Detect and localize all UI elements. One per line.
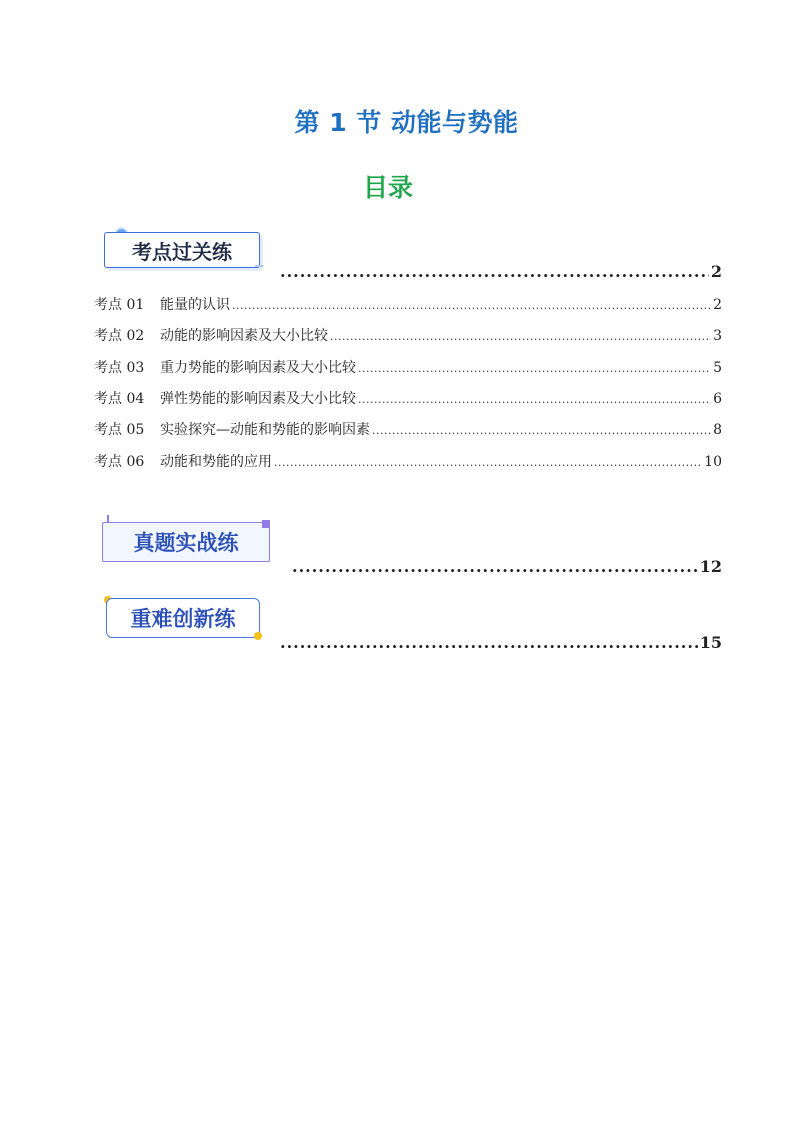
toc-item[interactable] [94,325,722,345]
toc-item[interactable] [94,294,722,314]
dot-leader [358,362,711,375]
toc-item-code: 考点 06 [94,454,145,470]
section-page-number: 15 [699,633,722,652]
document-title: 第 1 节 动能与势能 [294,108,519,137]
toc-item-page: 8 [713,422,722,438]
toc-item-label: 实验探究—动能和势能的影响因素 [160,422,370,438]
toc-item-code: 考点 05 [94,422,145,438]
dot-leader [274,456,702,469]
section-badge-zhongnan[interactable]: 重难创新练 [106,598,260,638]
section-page-number: 12 [699,557,722,576]
toc-item-code: 考点 04 [94,391,145,407]
section-leader-kaodian[interactable] [278,262,722,281]
toc-item-label: 动能的影响因素及大小比较 [160,328,328,344]
dot-leader [372,424,711,437]
section-badge-zhenti[interactable]: 真题实战练 [102,522,270,562]
toc-item-label: 弹性势能的影响因素及大小比较 [160,391,356,407]
toc-item-page: 10 [704,454,722,470]
toc-item-label: 能量的认识 [160,297,230,313]
dot-leader [330,330,711,343]
toc-item-code: 考点 03 [94,360,145,376]
toc-item[interactable] [94,419,722,439]
section-leader-zhongnan[interactable] [278,633,722,652]
badge-dot-icon [254,632,262,640]
dot-leader [292,557,698,576]
toc-item-page: 6 [713,391,722,407]
toc-heading: 目录 [362,173,413,202]
toc-item-code: 考点 02 [94,328,145,344]
dot-leader [358,393,711,406]
section-leader-zhenti[interactable] [290,557,722,576]
toc-item-code: 考点 01 [94,297,145,313]
toc-item[interactable] [94,388,722,408]
section-page-number: 2 [710,262,722,281]
toc-item[interactable] [94,357,722,377]
badge-corner-decoration [262,520,270,528]
dot-leader [280,262,709,281]
dot-leader [232,299,711,312]
toc-item-label: 重力势能的影响因素及大小比较 [160,360,356,376]
badge-tail-decoration [255,265,263,267]
toc-item-page: 3 [713,328,722,344]
toc-item-page: 5 [713,360,722,376]
toc-item-page: 2 [713,297,722,313]
toc-item[interactable] [94,451,722,471]
dot-leader [280,633,698,652]
toc-item-label: 动能和势能的应用 [160,454,272,470]
section-badge-kaodian[interactable]: 考点过关练 [104,232,260,268]
